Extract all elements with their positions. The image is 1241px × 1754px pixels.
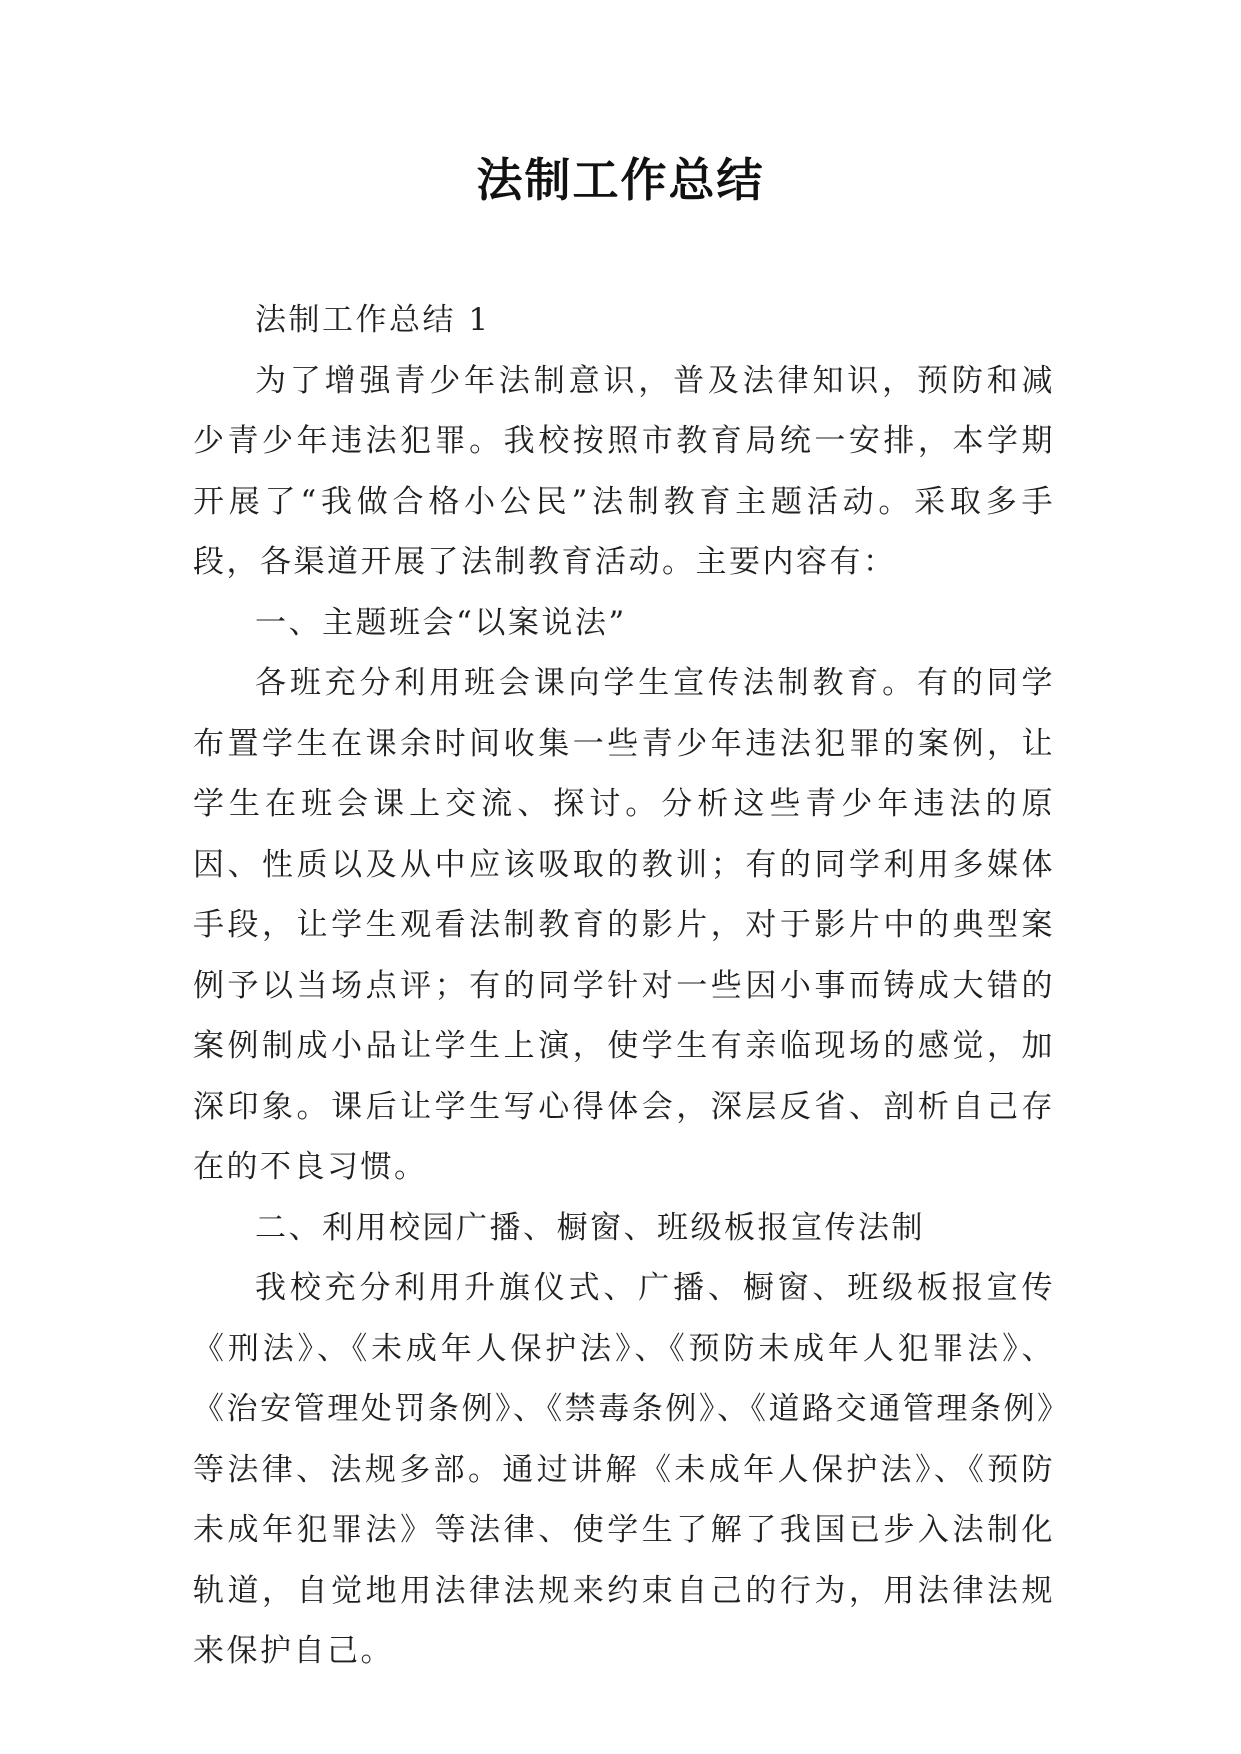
paragraph-class-meeting: 各班充分利用班会课向学生宣传法制教育。有的同学布置学生在课余时间收集一些青少年违法犯罪的案例，让学生在班会课上交流、探讨。分析这些青少年违法的原因、性质以及从中应该吸取的教训；有的同学利用多媒体手段，让学生观看法制教育的影片，对于影片中的典型案例予以当场点评；有的同学针对一些因小事而铸成大错的案例制成小品让学生上演，使学生有亲临现场的感觉，加深印象。课后让学生写心得体会，深层反省、剖析自己存在的不良习惯。 xyxy=(193,665,1055,1185)
paragraph-campus-broadcast: 我校充分利用升旗仪式、广播、橱窗、班级板报宣传《刑法》、《未成年人保护法》、《预防未成年人犯罪法》、《治安管理处罚条例》、《禁毒条例》、《道路交通管理条例》等法律、法规多部。通过讲解《未成年人保护法》、《预防未成年犯罪法》等法律、使学生了解了我国已步入法制化轨道，自觉地用法律法规来约束自己的行为，用法律法规来保护自己。 xyxy=(193,1270,1055,1669)
section-heading-class-meeting: 一、主题班会“以案说法” xyxy=(255,604,627,641)
section-heading-summary-1: 法制工作总结 1 xyxy=(255,302,491,338)
paragraph-intro: 为了增强青少年法制意识，普及法律知识，预防和减少青少年违法犯罪。我校按照市教育局统一安排，本学期开展了“我做合格小公民”法制教育主题活动。采取多手段，各渠道开展了法制教育活动。主要内容有： xyxy=(193,362,1055,580)
section-heading-campus-broadcast: 二、利用校园广播、橱窗、班级板报宣传法制 xyxy=(255,1209,925,1246)
document-body xyxy=(193,290,1055,1682)
document-title: 法制工作总结 xyxy=(476,153,765,207)
